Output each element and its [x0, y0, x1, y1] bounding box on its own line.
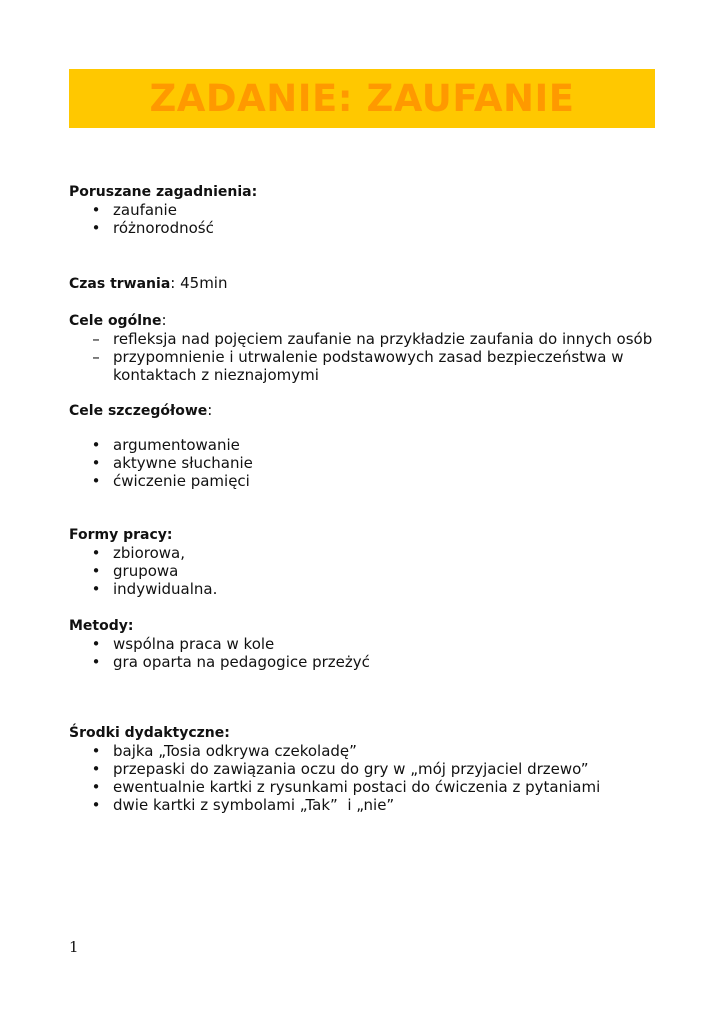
- methods-list: [69, 635, 659, 671]
- teaching-aids-heading: Środki dydaktyczne:: [69, 725, 230, 741]
- section-work-forms: [69, 526, 659, 598]
- list-item: • grupowa: [69, 562, 659, 580]
- duration-line: [69, 274, 659, 293]
- list-item: • ćwiczenie pamięci: [69, 472, 659, 490]
- bullet-icon: •: [91, 580, 101, 598]
- title-banner: [69, 69, 655, 128]
- duration-value: : 45min: [170, 274, 228, 292]
- bullet-icon: •: [91, 778, 101, 796]
- list-item: • indywidualna.: [69, 580, 659, 598]
- list-item: • aktywne słuchanie: [69, 454, 659, 472]
- page-title: ZADANIE: ZAUFANIE: [149, 77, 575, 120]
- section-duration: [69, 274, 659, 293]
- list-item: • ewentualnie kartki z rysunkami postaci do ćwiczenia z pytaniami: [69, 778, 659, 796]
- section-specific-goals: [69, 401, 659, 490]
- topics-heading: Poruszane zagadnienia:: [69, 184, 258, 200]
- bullet-icon: •: [91, 219, 101, 237]
- general-goals-list: [69, 330, 659, 384]
- specific-goals-list: [69, 436, 659, 490]
- list-item: • wspólna praca w kole: [69, 635, 659, 653]
- list-item: • bajka „Tosia odkrywa czekoladę”: [69, 742, 659, 760]
- section-methods: [69, 617, 659, 671]
- methods-heading: Metody:: [69, 618, 134, 634]
- work-forms-list: [69, 544, 659, 598]
- section-teaching-aids: [69, 724, 659, 814]
- general-goals-heading: Cele ogólne: [69, 313, 162, 329]
- list-item: • gra oparta na pedagogice przeżyć: [69, 653, 659, 671]
- page-number: 1: [69, 938, 79, 956]
- general-goals-heading-line: Cele ogólne:: [69, 311, 167, 329]
- dash-icon: –: [92, 348, 100, 366]
- specific-goals-heading-line: Cele szczegółowe:: [69, 401, 213, 419]
- section-topics: [69, 183, 659, 237]
- list-item: • dwie kartki z symbolami „Tak” i „nie”: [69, 796, 659, 814]
- bullet-icon: •: [91, 742, 101, 760]
- list-item: • różnorodność: [69, 219, 659, 237]
- bullet-icon: •: [91, 436, 101, 454]
- bullet-icon: •: [91, 562, 101, 580]
- bullet-icon: •: [91, 544, 101, 562]
- bullet-icon: •: [91, 472, 101, 490]
- dash-icon: –: [92, 330, 100, 348]
- work-forms-heading: Formy pracy:: [69, 527, 173, 543]
- list-item: • zaufanie: [69, 201, 659, 219]
- bullet-icon: •: [91, 201, 101, 219]
- list-item: • argumentowanie: [69, 436, 659, 454]
- list-item: • zbiorowa,: [69, 544, 659, 562]
- list-item: – przypomnienie i utrwalenie podstawowych zasad bezpieczeństwa w kontaktach z nieznajomymi: [69, 348, 659, 384]
- bullet-icon: •: [91, 454, 101, 472]
- list-item: • przepaski do zawiązania oczu do gry w „mój przyjaciel drzewo”: [69, 760, 659, 778]
- section-general-goals: [69, 311, 659, 384]
- bullet-icon: •: [91, 653, 101, 671]
- list-item: – refleksja nad pojęciem zaufanie na przykładzie zaufania do innych osób: [69, 330, 659, 348]
- bullet-icon: •: [91, 760, 101, 778]
- teaching-aids-list: [69, 742, 659, 814]
- bullet-icon: •: [91, 635, 101, 653]
- duration-heading: Czas trwania: [69, 276, 171, 292]
- bullet-icon: •: [91, 796, 101, 814]
- specific-goals-heading: Cele szczegółowe: [69, 403, 208, 419]
- topics-list: [69, 201, 659, 237]
